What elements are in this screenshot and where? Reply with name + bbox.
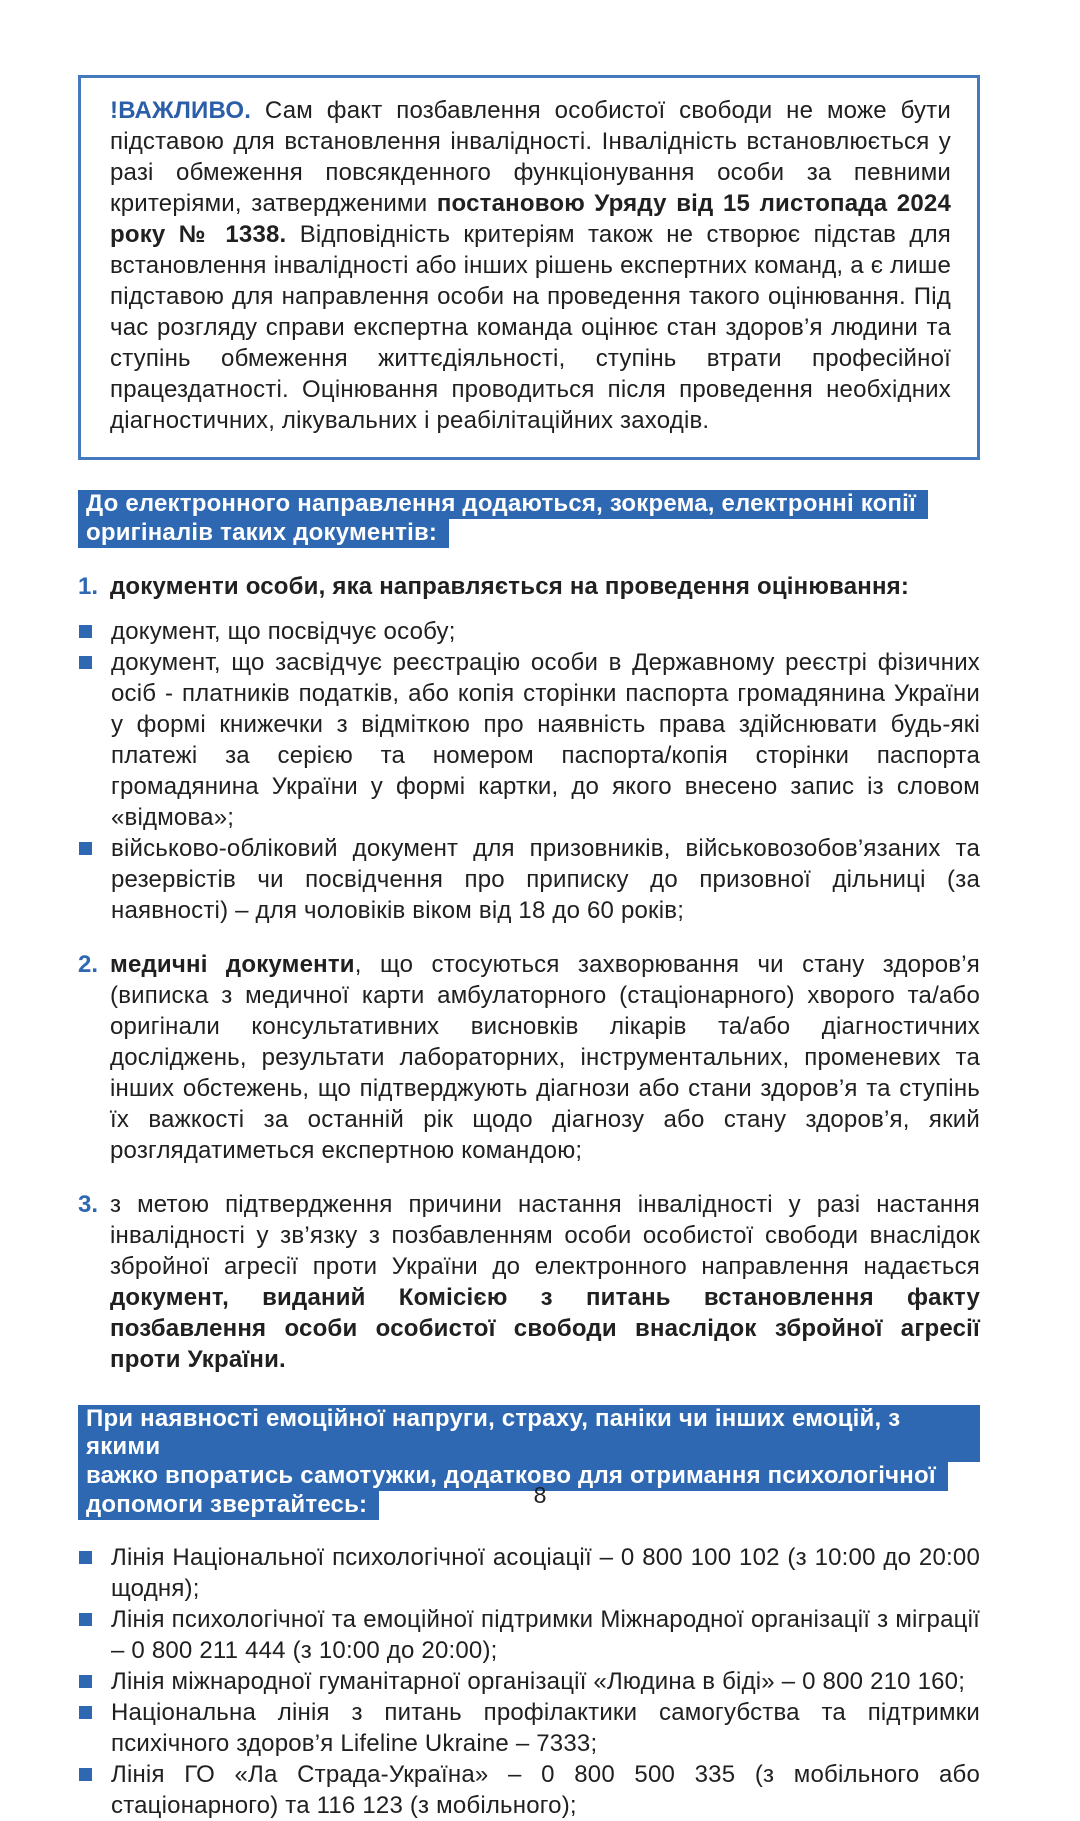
item-2-bold-lead: медичні документи bbox=[110, 951, 355, 978]
documents-section-heading bbox=[78, 490, 980, 548]
important-text-rest: Відповідність критеріям також не створює підстав для встановлення інвалідності або інших рішень експертних команд, а є лише підставою для направлення особи на проведення такого оцінювання. Під час розгляду справи експертна команда оцінює стан здоров’я людини та ступінь обмеження життєдіяльності, ступінь втрати професійної працездатності. Оцінювання проводиться після проведення необхідних діагностичних, лікувальних і реабілітаційних заходів. bbox=[110, 221, 952, 434]
page-number: 8 bbox=[533, 1482, 547, 1508]
item-number: 3. bbox=[78, 1191, 99, 1218]
heading-line: До електронного направлення додаються, зокрема, електронні копії bbox=[78, 490, 928, 519]
item-number: 2. bbox=[78, 951, 99, 978]
list-item bbox=[78, 647, 980, 833]
numbered-item-2 bbox=[78, 949, 980, 1166]
important-notice-paragraph bbox=[110, 95, 951, 436]
list-item bbox=[78, 1697, 980, 1759]
list-item-text: документ, що засвідчує реєстрацію особи в Державному реєстрі фізичних осіб - платників податків, або копія сторінки паспорта громадянина України у формі книжечки з відміткою про наявність права здійснювати будь-які платежі за серією та номером паспорта/копія сторінки паспорта громадянина України у формі картки, до якого внесено запис із словом «відмова»; bbox=[111, 649, 980, 831]
list-item bbox=[78, 833, 980, 926]
person-documents-list bbox=[78, 616, 980, 926]
list-item-text: документ, що посвідчує особу; bbox=[111, 618, 456, 645]
heading-line: При наявності емоційної напруги, страху, паніки чи інших емоцій, з якими bbox=[78, 1405, 980, 1462]
item-2-text bbox=[110, 949, 980, 1166]
hotline-text: Лінія психологічної та емоційної підтримки Міжнародної організації з міграції – 0 800 211 444 (з 10:00 до 20:00); bbox=[111, 1606, 980, 1664]
item-3-text bbox=[110, 1189, 980, 1375]
item-2-rest: , що стосуються захворювання чи стану здоров’я (виписка з медичної карти амбулаторного (стаціонарного) хворого та/або оригінали консультативних висновків лікарів та/або діагностичних досліджень, результати лабораторних, інструментальних, променевих та інших обстежень, що підтверджують діагнози або стани здоров’я та ступінь їх важкості за останній рік щодо діагнозу або стану здоров’я, який розглядатиметься експертною командою; bbox=[110, 951, 980, 1164]
bullet-square-icon bbox=[79, 842, 92, 855]
list-item bbox=[78, 1604, 980, 1666]
bullet-square-icon bbox=[79, 1551, 92, 1564]
hotlines-list bbox=[78, 1542, 980, 1821]
numbered-item-3 bbox=[78, 1189, 980, 1375]
list-item-text: військово-обліковий документ для призовників, військовозобов’язаних та резервістів чи посвідчення про приписку до призовної дільниці (за наявності) – для чоловіків віком від 18 до 60 років; bbox=[111, 835, 980, 924]
bullet-square-icon bbox=[79, 1706, 92, 1719]
bullet-square-icon bbox=[79, 656, 92, 669]
list-item bbox=[78, 1666, 980, 1697]
list-item bbox=[78, 616, 980, 647]
heading-line: оригіналів таких документів: bbox=[78, 519, 449, 548]
hotline-text: Лінія Національної психологічної асоціації – 0 800 100 102 (з 10:00 до 20:00 щодня); bbox=[111, 1544, 980, 1602]
heading-line: допомоги звертайтесь: bbox=[78, 1491, 379, 1520]
bullet-square-icon bbox=[79, 1675, 92, 1688]
hotline-text: Національна лінія з питань профілактики самогубства та підтримки психічного здоров’я Lifeline Ukraine – 7333; bbox=[111, 1699, 980, 1757]
important-label: !ВАЖЛИВО. bbox=[110, 97, 252, 124]
item-3-bold: документ, виданий Комісією з питань встановлення факту позбавлення особи особистої свободи внаслідок збройної агресії проти України. bbox=[110, 1284, 980, 1373]
hotline-text: Лінія міжнародної гуманітарної організації «Людина в біді» – 0 800 210 160; bbox=[111, 1668, 966, 1695]
bullet-square-icon bbox=[79, 625, 92, 638]
list-item bbox=[78, 1759, 980, 1821]
important-notice-box bbox=[78, 75, 980, 460]
hotline-text: Лінія ГО «Ла Страда-Україна» – 0 800 500 335 (з мобільного або стаціонарного) та 116 123 (з мобільного); bbox=[111, 1761, 980, 1819]
bullet-square-icon bbox=[79, 1613, 92, 1626]
numbered-item-1 bbox=[78, 571, 980, 602]
item-number: 1. bbox=[78, 573, 99, 600]
bullet-square-icon bbox=[79, 1768, 92, 1781]
important-text-intro: Сам факт позбавлення особистої свободи не може бути підставою для встановлення інвалідності. Інвалідність встановлюється у разі обмеження повсякденного функціонування особи за певними критеріями, затвердженими bbox=[110, 97, 951, 217]
list-item bbox=[78, 1542, 980, 1604]
important-text-bold: постановою Уряду від 15 листопада 2024 року № 1338. bbox=[110, 190, 951, 248]
item-3-plain: з метою підтвердження причини настання інвалідності у разі настання інвалідності у зв’язку з позбавленням особи особистої свободи внаслідок збройної агресії проти України до електронного направлення надається bbox=[110, 1191, 980, 1280]
heading-line: важко впоратись самотужки, додатково для отримання психологічної bbox=[78, 1462, 948, 1491]
item-1-title: документи особи, яка направляється на проведення оцінювання: bbox=[110, 573, 910, 600]
